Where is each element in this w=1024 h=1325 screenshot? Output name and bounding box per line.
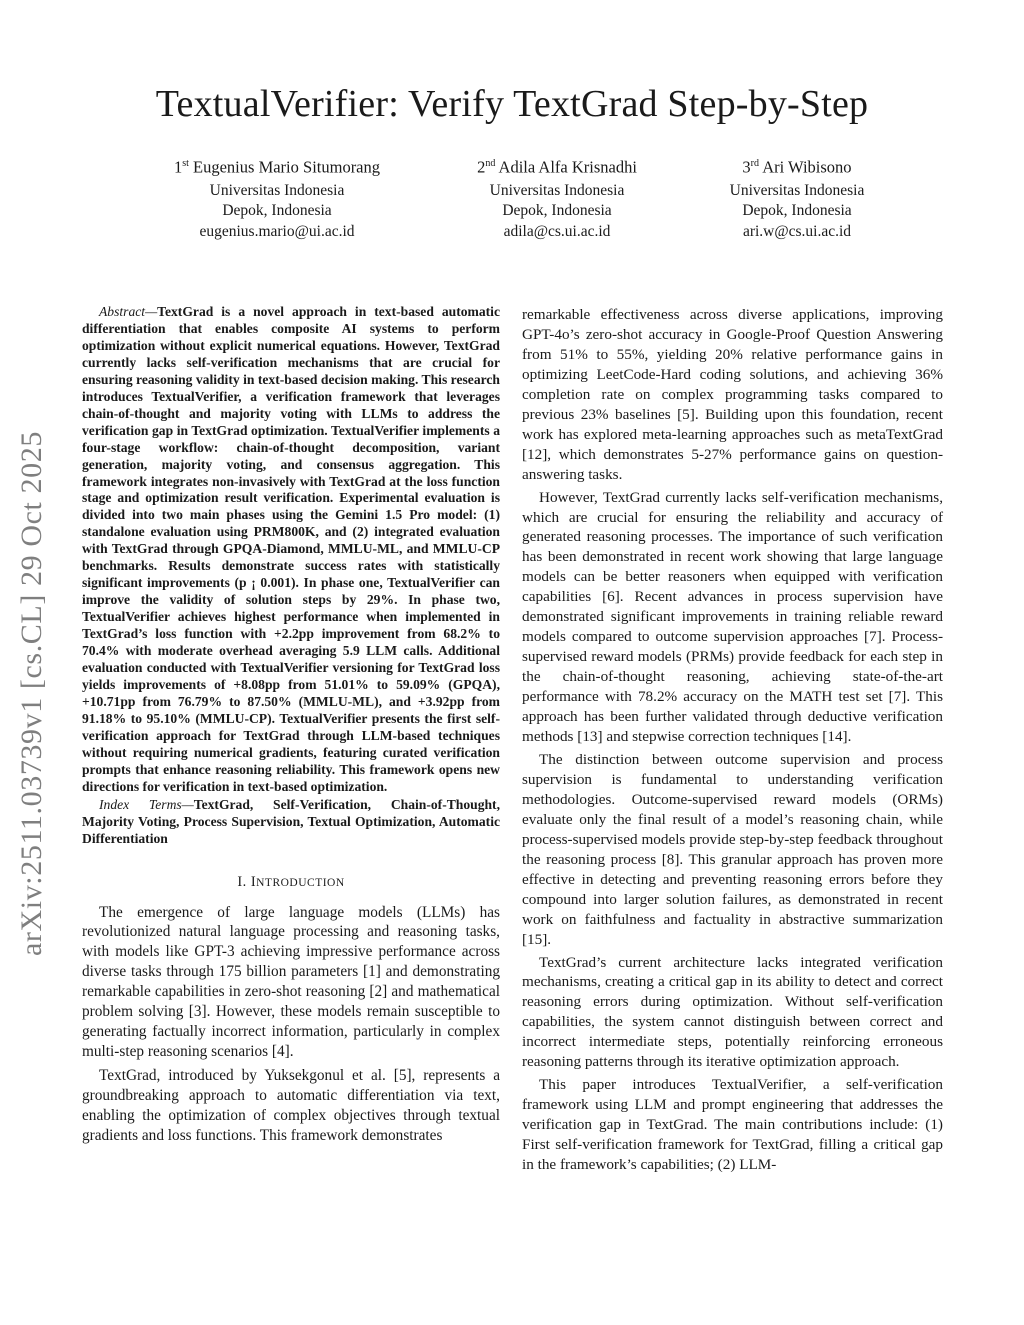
author-2-location: Depok, Indonesia: [502, 202, 612, 219]
author-1-ordinal-suffix: st: [182, 158, 189, 169]
left-column: [82, 304, 500, 1146]
author-2-ordinal-suffix: nd: [485, 158, 496, 169]
author-2-affiliation: Universitas Indonesia: [489, 181, 625, 199]
body-paragraph-self-verification: However, TextGrad currently lacks self-verification mechanisms, which are crucial for ensuring the reliability and accuracy of generated reasoning processes. The importance of such verification has been demonstrated in recent work showing that large language models can be better reasoners when equipped with verification capabilities [6]. Recent advances in process supervision have demonstrated significant improvements in training reliable reward models compared to outcome supervision approaches [7]. Process-supervised reward models (PRMs) provide feedback for each step in the chain-of-thought reasoning, achieving state-of-the-art performance with 78.2% accuracy on the MATH test set [7]. This approach has been further validated through deductive verification methods [13] and stepwise correction techniques [14].: [522, 488, 943, 746]
author-3-location: Depok, Indonesia: [742, 202, 852, 219]
author-3-name: Ari Wibisono: [762, 157, 852, 177]
section-number: I.: [237, 873, 247, 890]
author-1-email: eugenius.mario@ui.ac.id: [199, 222, 355, 240]
abstract: [82, 304, 500, 796]
body-paragraph-contributions: This paper introduces TextualVerifier, a self-verification framework using LLM and prompt engineering that addresses the verification gap in TextGrad. The main contributions include: (1) First self-verification framework for TextGrad, filling a critical gap in the framework’s capabilities; (2) LLM-: [522, 1076, 943, 1174]
index-terms: [82, 797, 500, 848]
paper-title: TextualVerifier: Verify TextGrad Step-by-Step: [155, 83, 869, 125]
author-1-affiliation: Universitas Indonesia: [209, 181, 345, 199]
author-3-email: ari.w@cs.ui.ac.id: [742, 222, 852, 240]
author-2-name: Adila Alfa Krisnadhi: [498, 157, 637, 177]
arxiv-identifier: arXiv:2511.03739v1 [cs.CL] 29 Oct 2025: [15, 431, 48, 956]
body-paragraph-continued: remarkable effectiveness across diverse applications, improving GPT-4o’s zero-shot accuracy in Google-Proof Question Answering from 51% to 55%, yielding 20% relative performance gains in optimizing LeetCode-Hard coding solutions, and achieving 36% completion rate on complex programming tasks compared to previous 23% baselines [5]. Building upon this foundation, recent work has explored meta-learning approaches such as metaTextGrad [12], which demonstrates 5-27% performance gains on question-answering tasks.: [522, 306, 943, 483]
index-terms-label: Index Terms—: [99, 796, 194, 812]
author-3: [657, 153, 937, 242]
author-2: [417, 153, 697, 242]
abstract-label: Abstract—: [99, 304, 158, 319]
author-2-ordinal: 2: [477, 157, 486, 177]
intro-paragraph-2: TextGrad, introduced by Yuksekgonul et al. [5], represents a groundbreaking approach to automatic differentiation via text, enabling the optimization of complex objectives through textual gradients and loss functions. This framework demonstrates: [82, 1067, 500, 1144]
section-first-letter: I: [250, 873, 257, 890]
index-terms-text: TextGrad, Self-Verification, Chain-of-Thought, Majority Voting, Process Supervision, Textual Optimization, Automatic Differentiation: [82, 796, 500, 846]
author-3-ordinal-suffix: rd: [750, 158, 760, 169]
author-3-ordinal: 3: [742, 157, 751, 177]
author-1-ordinal: 1: [173, 157, 183, 177]
intro-paragraph-1: The emergence of large language models (LLMs) has revolutionized natural language processing and reasoning tasks, with models like GPT-3 achieving impressive performance across diverse tasks through 175 billion parameters [1] and demonstrating remarkable capabilities in zero-shot reasoning [2] and mathematical problem solving [3]. However, these models remain susceptible to generating factually incorrect information, particularly in complex multi-step reasoning scenarios [4].: [82, 903, 500, 1061]
abstract-text: TextGrad is a novel approach in text-based automatic differentiation that enables composite AI systems to perform optimization without explicit numerical equations. However, TextGrad currently lacks self-verification mechanisms that are crucial for ensuring reasoning validity in text-based decision making. This research introduces TextualVerifier, a verification framework that leverages chain-of-thought and majority voting with LLMs to address the verification gap in TextGrad optimization. TextualVerifier implements a four-stage workflow: chain-of-thought decomposition, variant generation, majority voting, and consensus aggregation. This framework integrates non-invasively with TextGrad at the loss function stage and optimization result verification. Experimental evaluation is divided into two main phases using the Gemini 1.5 Pro model: (1) standalone evaluation using PRM800K, and (2) integrated evaluation with TextGrad through GPQA-Diamond, MMLU-ML, and MMLU-CP benchmarks. Results demonstrate success rates with statistically significant improvements (p ¡ 0.001). In phase one, TextualVerifier can improve the validity of solution steps by 29%. In phase two, TextualVerifier achieves highest performance when implemented in TextGrad’s loss function with +2.2pp improvement from 68.2% to 70.4% with moderate overhead averaging 5.9 LLM calls. Additional evaluation conducted with TextualVerifier versioning for TextGrad loss yields improvements of +8.08pp from 51.01% to 59.09% (GPQA), +10.71pp from 76.79% to 87.50% (MMLU-ML), and +3.92pp from 91.18% to 95.10% (MMLU-CP). TextualVerifier presents the first self-verification approach for TextGrad through LLM-based techniques without requiring numerical gradients, featuring curated verification prompts that enhance reasoning reliability. This framework opens new directions for verification in text-based optimization.: [82, 304, 500, 794]
author-1-name: Eugenius Mario Situmorang: [193, 157, 381, 177]
author-2-email: adila@cs.ui.ac.id: [503, 222, 611, 240]
body-paragraph-supervision: The distinction between outcome supervision and process supervision is fundamental to understanding verification methodologies. Outcome-supervised reward models (ORMs) evaluate only the final result of a model’s reasoning chain, while process-supervised models provide step-by-step feedback throughout the reasoning process [8]. This granular approach has proven more effective in detecting and preventing reasoning errors before they compound into larger solution failures, as demonstrated in recent work on faithfulness and factuality in abstractive summarization [15].: [522, 750, 943, 948]
section-heading-introduction: [82, 874, 500, 891]
section-title-rest: NTRODUCTION: [256, 876, 345, 889]
body-paragraph-architecture: TextGrad’s current architecture lacks integrated verification mechanisms, creating a critical gap in its ability to detect and correct reasoning errors during optimization. Without self-verification capabilities, the system cannot distinguish between correct and incorrect intermediate steps, potentially reinforcing erroneous reasoning patterns through its iterative optimization approach.: [522, 953, 943, 1071]
author-1: [137, 153, 417, 242]
author-3-affiliation: Universitas Indonesia: [729, 181, 865, 199]
author-1-location: Depok, Indonesia: [222, 202, 332, 219]
right-column: [522, 305, 943, 1175]
